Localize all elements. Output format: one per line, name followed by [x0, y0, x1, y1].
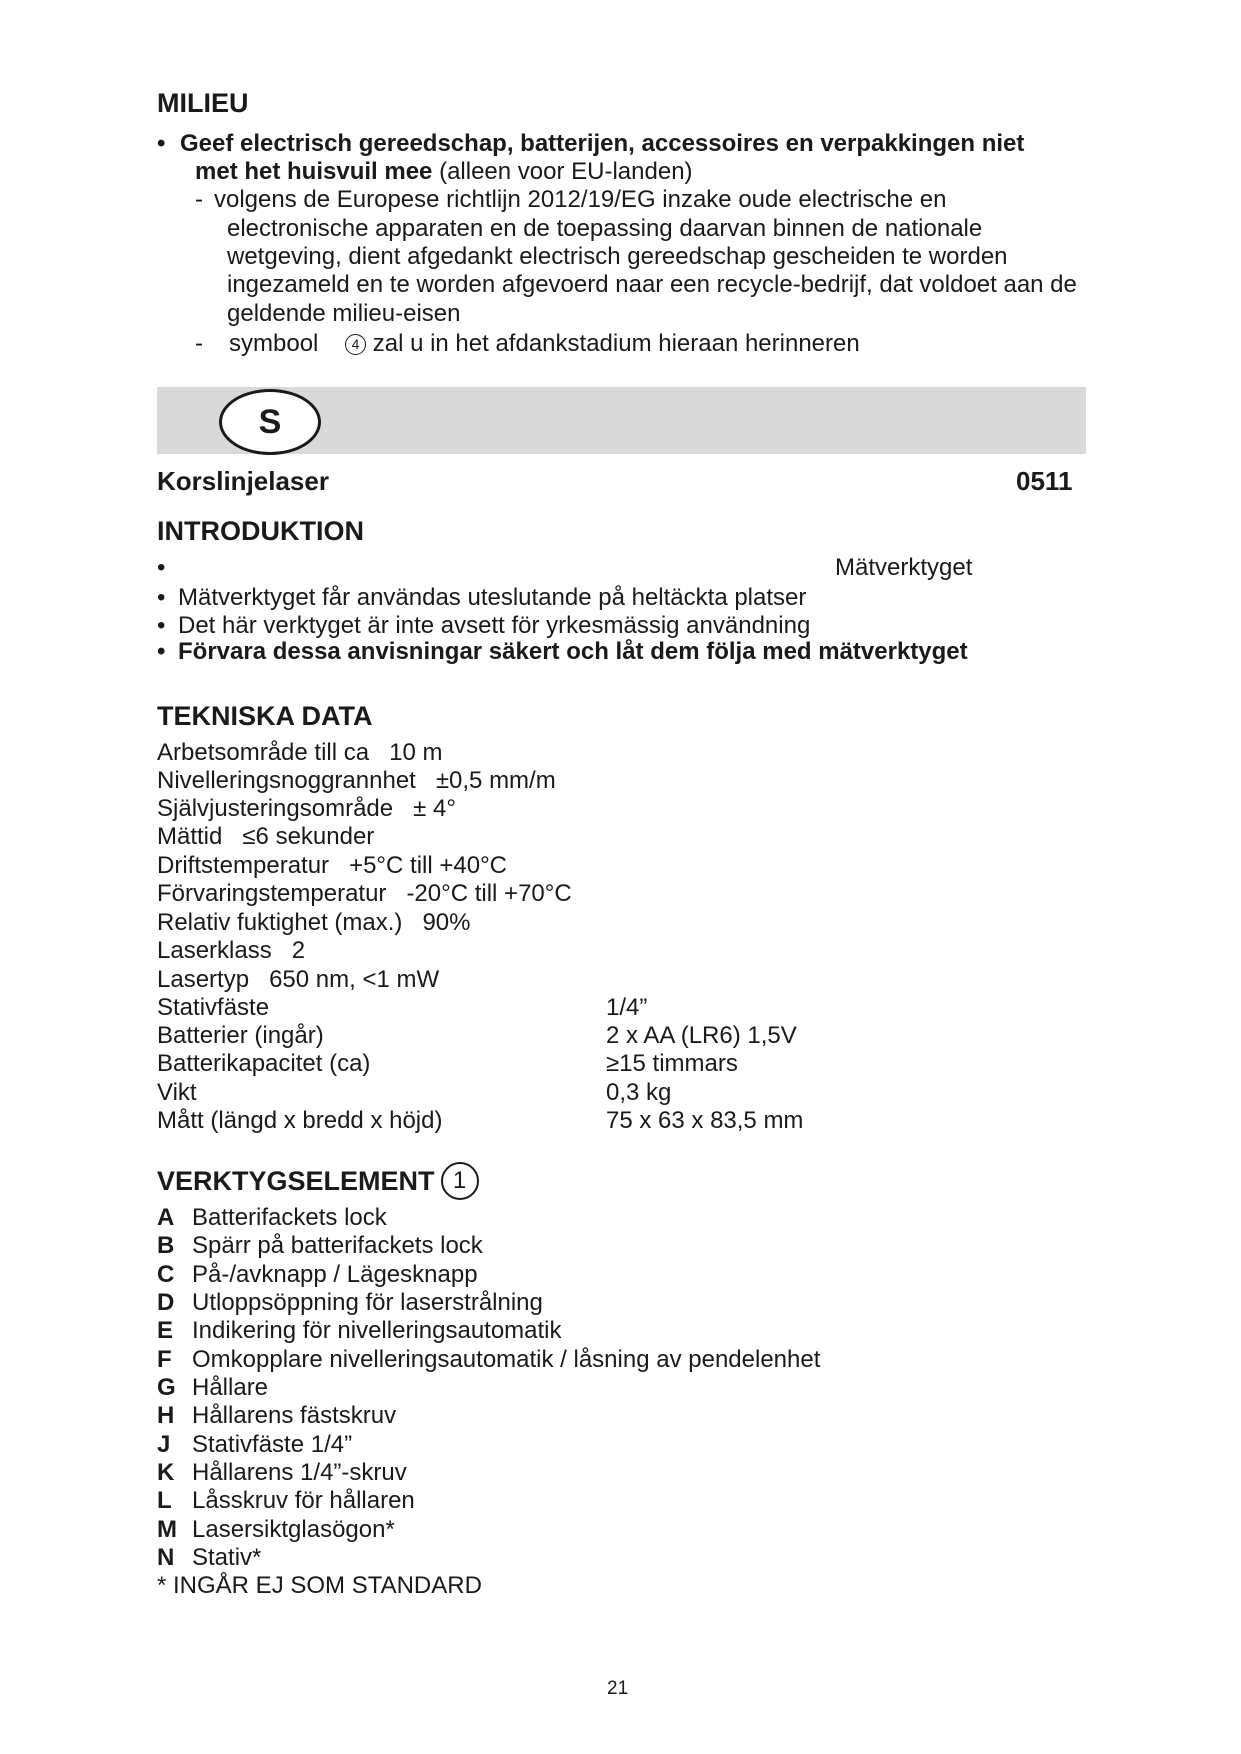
- spec-label: Driftstemperatur: [157, 852, 330, 879]
- dash-marker: -: [195, 186, 203, 213]
- spec-row: [157, 767, 556, 795]
- item-text: Lasersiktglasögon*: [192, 1516, 395, 1543]
- milieu-bullet-line1: Geef electrisch gereedschap, batterijen, accessoires en verpakkingen niet: [180, 130, 1025, 157]
- spec-label: Mått (längd x bredd x höjd): [157, 1107, 443, 1134]
- milieu-dash1-line: electronische apparaten en de toepassing daarvan binnen de nationale: [227, 215, 983, 242]
- item-letter: N: [157, 1544, 175, 1571]
- item-letter: J: [157, 1431, 171, 1458]
- spec-value: 650 nm, <1 mW: [269, 966, 440, 993]
- bullet-dot: •: [157, 554, 166, 581]
- product-name: Korslinjelaser: [157, 466, 329, 496]
- spec-row: [157, 937, 305, 965]
- spec-row: [157, 966, 439, 994]
- spec-label: Batterikapacitet (ca): [157, 1050, 371, 1077]
- spec-row: [157, 823, 374, 851]
- item-text: Hållarens 1/4”-skruv: [192, 1459, 407, 1486]
- spec-label: Lasertyp: [157, 966, 250, 993]
- intro-bullet3: Det här verktyget är inte avsett för yrkesmässig användning: [178, 612, 811, 639]
- item-letter: K: [157, 1459, 175, 1486]
- item-letter: M: [157, 1516, 177, 1543]
- spec-label: Mättid: [157, 823, 223, 850]
- spec-value: 2: [291, 937, 306, 964]
- bullet-dot: •: [157, 612, 166, 639]
- item-letter: H: [157, 1402, 175, 1429]
- introduktion-heading: INTRODUKTION: [157, 516, 364, 546]
- spec-row: [157, 880, 572, 908]
- spec-value: +5°C till +40°C: [349, 852, 507, 879]
- spec-label: Vikt: [157, 1079, 197, 1106]
- figure-ref-icon: 4: [345, 334, 366, 355]
- item-text: Utloppsöppning för laserstrålning: [192, 1289, 543, 1316]
- item-letter: F: [157, 1346, 172, 1373]
- product-number: 0511: [1016, 466, 1073, 496]
- verktygselement-title: VERKTYGSELEMENT: [157, 1166, 435, 1196]
- spec-label: Batterier (ingår): [157, 1022, 324, 1049]
- verktygselement-heading: [157, 1162, 479, 1200]
- item-letter: G: [157, 1374, 176, 1401]
- intro-bullet1-tail: Mätverktyget: [835, 554, 973, 581]
- footnote: * INGÅR EJ SOM STANDARD: [157, 1572, 482, 1599]
- spec-label: Nivelleringsnoggrannhet: [157, 767, 416, 794]
- milieu-bullet-line2: [195, 158, 693, 186]
- milieu-dash2-suffix: zal u in het afdankstadium hieraan herinneren: [372, 330, 860, 357]
- spec-value: 1/4”: [606, 994, 648, 1021]
- spec-value: 90%: [422, 909, 471, 936]
- item-text: Omkopplare nivelleringsautomatik / låsning av pendelenhet: [192, 1346, 821, 1373]
- intro-bullet4: Förvara dessa anvisningar säkert och låt dem följa med mätverktyget: [178, 638, 968, 665]
- item-letter: D: [157, 1289, 175, 1316]
- item-letter: A: [157, 1204, 175, 1231]
- dash-marker: -: [195, 330, 203, 357]
- item-letter: B: [157, 1232, 175, 1259]
- milieu-dash2-prefix: symbool: [229, 330, 319, 357]
- item-text: På-/avknapp / Lägesknapp: [192, 1261, 478, 1288]
- item-text: Indikering för nivelleringsautomatik: [192, 1317, 562, 1344]
- milieu-dash1-line: volgens de Europese richtlijn 2012/19/EG inzake oude electrische en: [214, 186, 947, 213]
- bullet-dot: •: [157, 584, 166, 611]
- intro-bullet2: Mätverktyget får användas uteslutande på heltäckta platser: [178, 584, 807, 611]
- item-text: Batterifackets lock: [192, 1204, 387, 1231]
- figure-ref-icon: 1: [441, 1162, 479, 1200]
- spec-label: Stativfäste: [157, 994, 270, 1021]
- item-letter: L: [157, 1487, 172, 1514]
- spec-row: [157, 739, 442, 767]
- milieu-bullet-note: (alleen voor EU-landen): [432, 158, 693, 185]
- tekniska-data-heading: TEKNISKA DATA: [157, 701, 373, 731]
- item-text: Stativ*: [192, 1544, 262, 1571]
- milieu-dash1-line: wetgeving, dient afgedankt electrisch gereedschap gescheiden te worden: [227, 243, 1008, 270]
- spec-value: 10 m: [389, 739, 443, 766]
- milieu-dash2: [229, 330, 860, 358]
- spec-value: ± 4°: [413, 795, 456, 822]
- spec-label: Förvaringstemperatur: [157, 880, 387, 907]
- item-text: Hållarens fästskruv: [192, 1402, 397, 1429]
- milieu-dash1-line: ingezameld en te worden afgevoerd naar een recycle-bedrijf, dat voldoet aan de: [227, 271, 1077, 298]
- item-text: Spärr på batterifackets lock: [192, 1232, 483, 1259]
- spec-value: 2 x AA (LR6) 1,5V: [606, 1022, 797, 1049]
- page-number: 21: [607, 1678, 629, 1699]
- milieu-heading: MILIEU: [157, 88, 249, 118]
- spec-row: [157, 909, 470, 937]
- spec-value: ≤6 sekunder: [242, 823, 375, 850]
- spec-label: Arbetsområde till ca: [157, 739, 370, 766]
- milieu-dash1-line: geldende milieu-eisen: [227, 300, 461, 327]
- spec-value: 0,3 kg: [606, 1079, 672, 1106]
- spec-label: Självjusteringsområde: [157, 795, 394, 822]
- bullet-dot: •: [157, 638, 166, 665]
- item-letter: E: [157, 1317, 174, 1344]
- spec-label: Relativ fuktighet (max.): [157, 909, 403, 936]
- item-letter: C: [157, 1261, 175, 1288]
- item-text: Låsskruv för hållaren: [192, 1487, 415, 1514]
- spec-row: [157, 795, 456, 823]
- spec-value: ±0,5 mm/m: [435, 767, 556, 794]
- milieu-bullet-bold: met het huisvuil mee: [195, 158, 433, 185]
- bullet-dot: •: [157, 130, 166, 157]
- spec-label: Laserklass: [157, 937, 272, 964]
- item-text: Hållare: [192, 1374, 269, 1401]
- spec-value: -20°C till +70°C: [406, 880, 572, 907]
- country-code-badge: S: [219, 389, 321, 455]
- spec-row: [157, 852, 507, 880]
- spec-value: ≥15 timmars: [606, 1050, 738, 1077]
- item-text: Stativfäste 1/4”: [192, 1431, 353, 1458]
- spec-value: 75 x 63 x 83,5 mm: [606, 1107, 804, 1134]
